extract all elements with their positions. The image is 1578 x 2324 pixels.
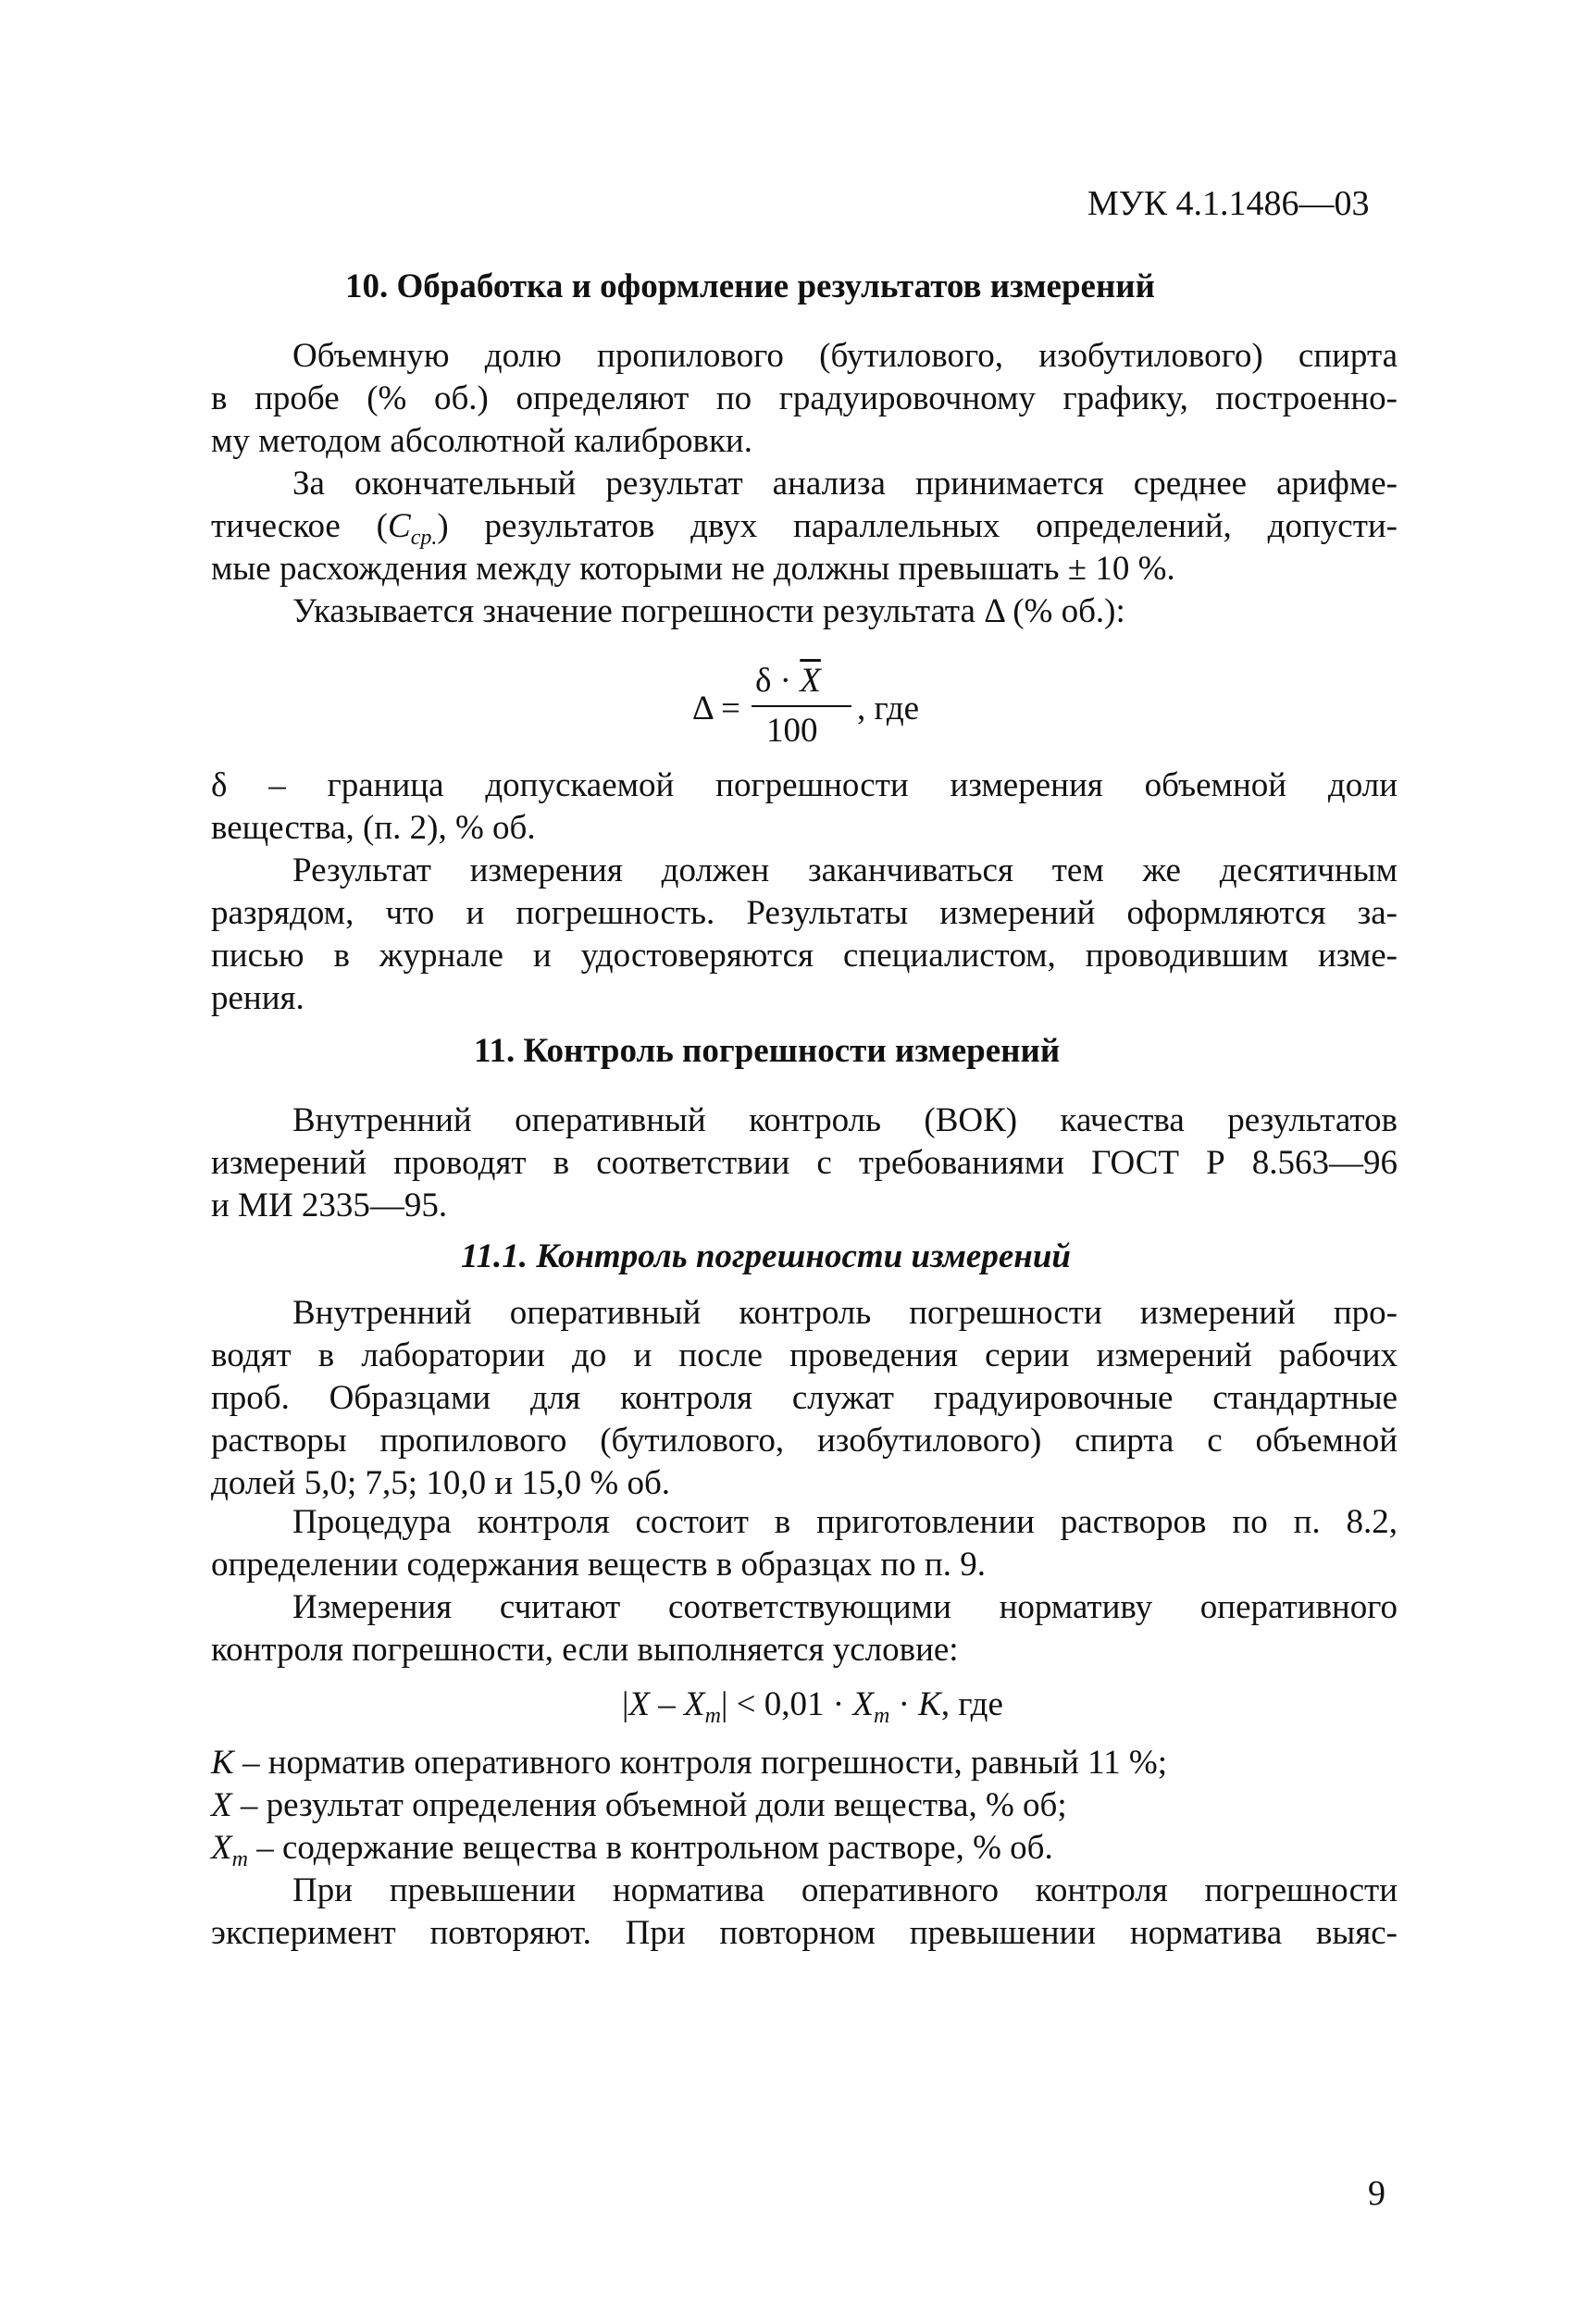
formula-denominator: 100 [766,712,818,750]
text-line: Результат измерения должен заканчиваться тем же десятичным [292,851,1398,889]
error-formula [692,648,970,759]
text-line: Измерения считают соответствующими нормативу оперативного [292,1588,1398,1626]
control-condition-formula: $|X - X_m| < 0,01 \cdot X_m \cdot K$, где [622,1685,1003,1728]
formula-lhs: Δ = [692,690,740,727]
section-11-paragraph-5 [211,1870,1398,1955]
section-11-paragraph-2 [211,1292,1398,1505]
text-line: долей 5,0; 7,5; 10,0 и 15,0 % об. [211,1464,671,1502]
text-line: За окончательный результат анализа принимается среднее арифме- [292,465,1398,503]
section-11-title: 11. Контроль погрешности измерений [474,1032,1061,1070]
text-line: Внутренний оперативный контроль (ВОК) качества результатов [292,1101,1398,1139]
text-line: эксперимент повторяют. При повторном превышении норматива выяс- [211,1914,1398,1952]
fraction-bar [752,705,851,707]
formula-numerator: $\delta \cdot \overline{X}$ [755,662,821,700]
text-line: измерений проводят в соответствии с требованиями ГОСТ Р 8.563—96 [211,1144,1398,1182]
section-10-paragraph-3 [211,590,1398,633]
text-line: Объемную долю пропилового (бутилового, изобутилового) спирта [292,337,1398,375]
definition-xm: $X_m$ – содержание вещества в контрольном растворе, % об. [211,1829,1053,1871]
section-10-paragraph-4 [211,764,1398,850]
text-line: δ – граница допускаемой погрешности измерения объемной доли [211,766,1398,804]
document-code: МУК 4.1.1486—03 [1087,184,1370,223]
text-line: мые расхождения между которыми не должны превышать ± 10 %. [211,550,1175,588]
text-line: Указывается значение погрешности результата Δ (% об.): [292,592,1125,630]
text-line: определении содержания веществ в образцах по п. 9. [211,1546,986,1584]
text-line: Внутренний оперативный контроль погрешности измерений про- [292,1294,1398,1332]
text-line: растворы пропилового (бутилового, изобутилового) спирта с объемной [211,1422,1398,1460]
section-10-paragraph-2 [211,463,1398,590]
text-line: в пробе (% об.) определяют по градуировочному графику, построенно- [211,379,1398,417]
section-11-paragraph-4 [211,1586,1398,1672]
text-line: тическое $(C_{ср.})$ результатов двух параллельных определений, допусти- [211,507,1398,550]
text-line: При превышении норматива оперативного контроля погрешности [292,1871,1398,1909]
section-11-paragraph-3 [211,1501,1398,1586]
text-line: и МИ 2335—95. [211,1187,448,1224]
text-line: разрядом, что и погрешность. Результаты измерений оформляются за- [211,894,1398,932]
text-line: писью в журнале и удостоверяются специалистом, проводившим изме- [211,937,1398,975]
text-line: Процедура контроля состоит в приготовлении растворов по п. 8.2, [292,1503,1398,1541]
text-line: рения. [211,979,304,1017]
section-10-title: 10. Обработка и оформление результатов измерений [345,267,1155,305]
definition-k: K – норматив оперативного контроля погрешности, равный 11 %; [211,1744,1168,1782]
formula-suffix: , где [857,690,920,727]
text-line: вещества, (п. 2), % об. [211,809,536,847]
definition-x: X – результат определения объемной доли вещества, % об; [211,1786,1067,1824]
text-line: проб. Образцами для контроля служат градуировочные стандартные [211,1379,1398,1417]
text-line: контроля погрешности, если выполняется условие: [211,1631,959,1669]
section-10-paragraph-1 [211,335,1398,463]
section-11-paragraph-1 [211,1100,1398,1227]
text-line: водят в лаборатории до и после проведения серии измерений рабочих [211,1336,1398,1374]
definitions-list [211,1742,1398,1870]
page-number: 9 [1368,2174,1385,2213]
section-10-paragraph-5 [211,850,1398,1020]
subsection-11-1-title: 11.1. Контроль погрешности измерений [461,1237,1071,1275]
text-line: му методом абсолютной калибровки. [211,422,752,460]
